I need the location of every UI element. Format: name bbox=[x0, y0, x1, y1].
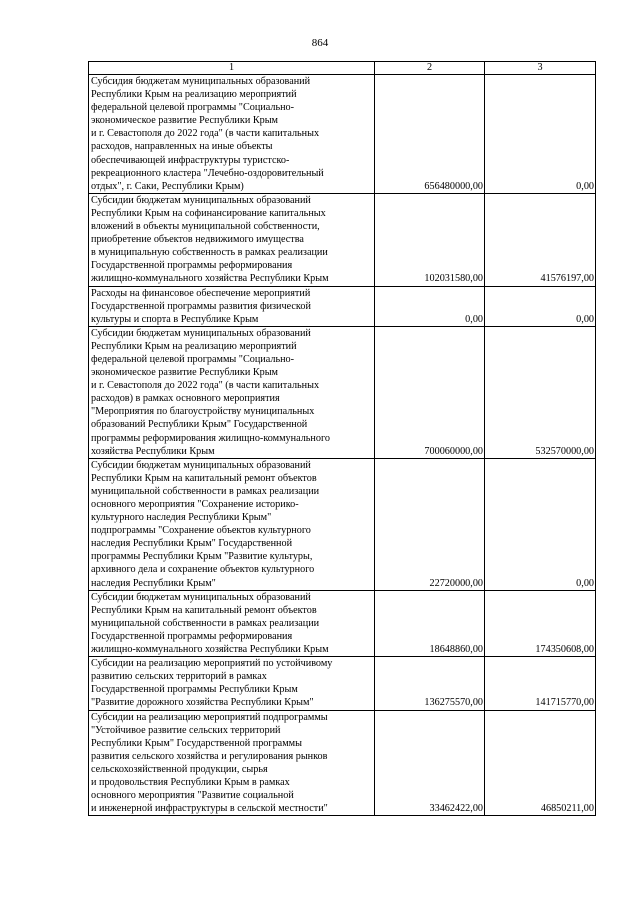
row-amount-col3: 0,00 bbox=[485, 75, 596, 194]
row-amount-col2: 22720000,00 bbox=[375, 458, 485, 590]
budget-table bbox=[88, 61, 596, 816]
table-row bbox=[89, 590, 596, 656]
table-row bbox=[89, 75, 596, 194]
row-amount-col2: 656480000,00 bbox=[375, 75, 485, 194]
row-amount-col2: 0,00 bbox=[375, 286, 485, 326]
row-amount-col3: 141715770,00 bbox=[485, 657, 596, 710]
header-row bbox=[89, 62, 596, 75]
row-description: Субсидии бюджетам муниципальных образований Республики Крым на реализацию мероприятий федеральной целевой программы "Социально- экономическое развитие Республики Крым и г. Севастополя до 2022 года" (в части капитальных расходов) в рамках основного мероприятия "Мероприятия по благоустройству муниципальных образований Республики Крым" Государственной программы реформирования жилищно-коммунального хозяйства Республики Крым bbox=[89, 326, 375, 458]
table-row bbox=[89, 286, 596, 326]
row-description: Субсидии бюджетам муниципальных образований Республики Крым на капитальный ремонт объектов муниципальной собственности в рамках реализации основного мероприятия "Сохранение историко- культурного наследия Республики Крым" подпрограммы "Сохранение объектов культурного наследия Республики Крым" Государственной программы Республики Крым "Развитие культуры, архивного дела и сохранение объектов культурного наследия Республики Крым" bbox=[89, 458, 375, 590]
row-amount-col2: 700060000,00 bbox=[375, 326, 485, 458]
table-row bbox=[89, 710, 596, 816]
table-row bbox=[89, 458, 596, 590]
column-header-1: 1 bbox=[89, 62, 375, 75]
table-body bbox=[89, 75, 596, 816]
row-description: Субсидии бюджетам муниципальных образований Республики Крым на софинансирование капитальных вложений в объекты муниципальной собственности, приобретение объектов недвижимого имущества в муниципальную собственность в рамках реализации Государственной программы реформирования жилищно-коммунального хозяйства Республики Крым bbox=[89, 193, 375, 286]
row-description: Субсидия бюджетам муниципальных образований Республики Крым на реализацию мероприятий федеральной целевой программы "Социально- экономическое развитие Республики Крым и г. Севастополя до 2022 года" (в части капитальных расходов, направленных на иные объекты обеспечивающей инфраструктуры туристско- рекреационного кластера "Лечебно-оздоровительный отдых", г. Саки, Республики Крым) bbox=[89, 75, 375, 194]
row-amount-col3: 0,00 bbox=[485, 458, 596, 590]
column-header-2: 2 bbox=[375, 62, 485, 75]
row-amount-col3: 46850211,00 bbox=[485, 710, 596, 816]
row-description: Субсидии на реализацию мероприятий подпрограммы "Устойчивое развитие сельских территорий Республики Крым" Государственной программы развития сельского хозяйства и регулирования рынков сельскохозяйственной продукции, сырья и продовольствия Республики Крым в рамках основного мероприятия "Развитие социальной и инженерной инфраструктуры в сельской местности" bbox=[89, 710, 375, 816]
table-row bbox=[89, 193, 596, 286]
table-row bbox=[89, 657, 596, 710]
table-row bbox=[89, 326, 596, 458]
row-description: Субсидии на реализацию мероприятий по устойчивому развитию сельских территорий в рамках Государственной программы Республики Крым "Развитие дорожного хозяйства Республики Крым" bbox=[89, 657, 375, 710]
column-header-3: 3 bbox=[485, 62, 596, 75]
row-amount-col2: 136275570,00 bbox=[375, 657, 485, 710]
row-amount-col2: 102031580,00 bbox=[375, 193, 485, 286]
row-amount-col3: 41576197,00 bbox=[485, 193, 596, 286]
row-amount-col3: 0,00 bbox=[485, 286, 596, 326]
row-amount-col3: 174350608,00 bbox=[485, 590, 596, 656]
row-amount-col2: 33462422,00 bbox=[375, 710, 485, 816]
row-amount-col2: 18648860,00 bbox=[375, 590, 485, 656]
row-description: Расходы на финансовое обеспечение мероприятий Государственной программы развития физической культуры и спорта в Республике Крым bbox=[89, 286, 375, 326]
table-header bbox=[89, 62, 596, 75]
page-number: 864 bbox=[311, 37, 329, 49]
row-description: Субсидии бюджетам муниципальных образований Республики Крым на капитальный ремонт объектов муниципальной собственности в рамках реализации Государственной программы реформирования жилищно-коммунального хозяйства Республики Крым bbox=[89, 590, 375, 656]
row-amount-col3: 532570000,00 bbox=[485, 326, 596, 458]
